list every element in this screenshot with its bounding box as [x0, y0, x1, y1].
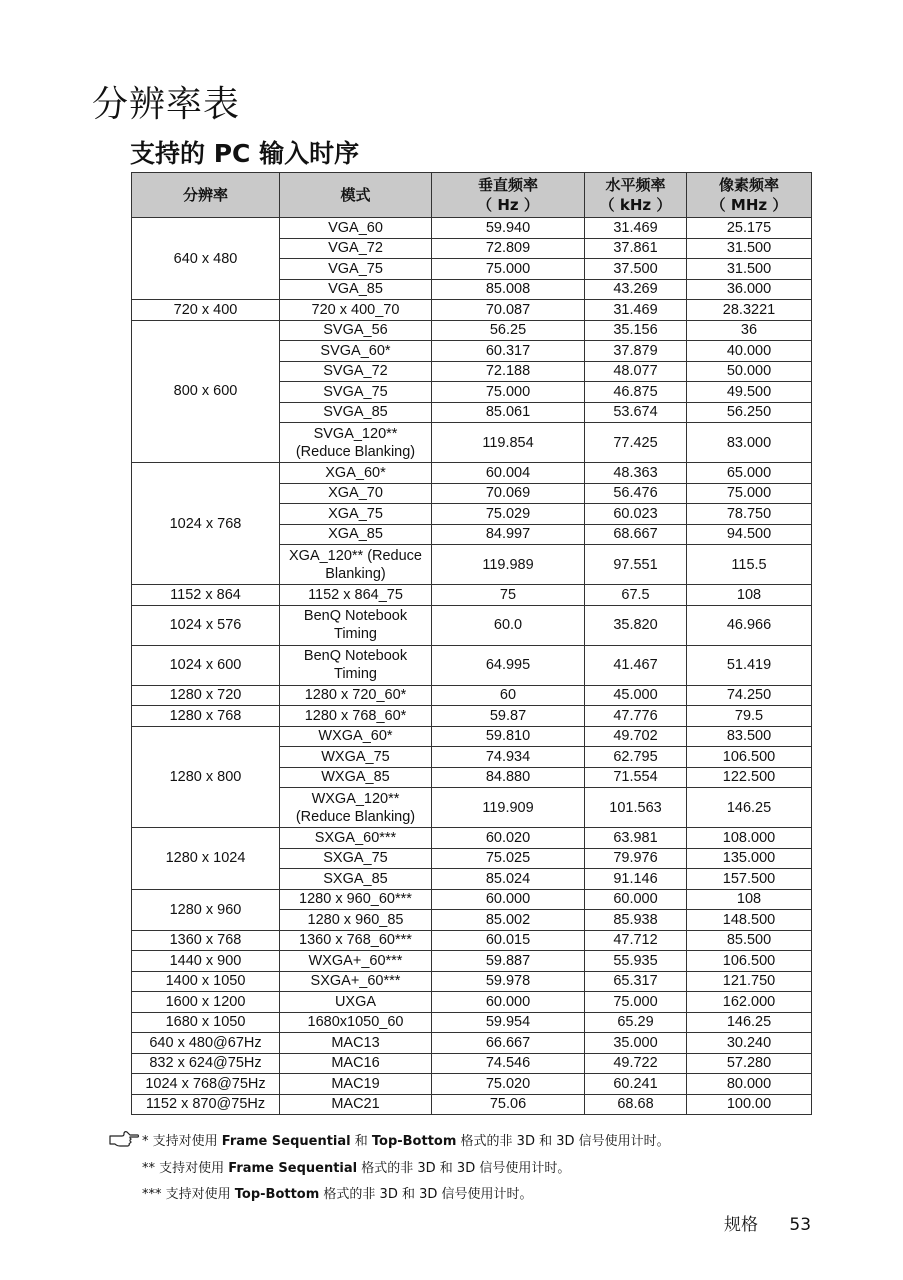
mode-cell: WXGA_60* [280, 726, 432, 747]
table-row [132, 930, 812, 951]
table-row [132, 828, 812, 849]
footnote-double-star: ** 支持对使用 Frame Sequential 格式的非 3D 和 3D 信号使用计时。 [142, 1161, 571, 1176]
mode-cell: WXGA_85 [280, 767, 432, 788]
mode-cell: SVGA_85 [280, 402, 432, 423]
resolution-cell: 640 x 480@67Hz [132, 1033, 280, 1054]
vertical-frequency-cell: 75.06 [432, 1094, 585, 1115]
table-row [132, 320, 812, 341]
mode-cell: 1280 x 960_85 [280, 910, 432, 931]
mode-cell: 1680x1050_60 [280, 1012, 432, 1033]
horizontal-frequency-cell: 31.469 [585, 218, 687, 239]
mode-cell: XGA_85 [280, 524, 432, 545]
table-row [132, 1012, 812, 1033]
table-row [132, 951, 812, 972]
table-row [132, 971, 812, 992]
resolution-cell: 1680 x 1050 [132, 1012, 280, 1033]
vertical-frequency-cell: 75.000 [432, 382, 585, 403]
header-vertical-frequency: 垂直频率 （ Hz ） [432, 173, 585, 218]
mode-cell: VGA_75 [280, 259, 432, 280]
pixel-frequency-cell: 31.500 [687, 238, 812, 259]
horizontal-frequency-cell: 35.820 [585, 605, 687, 645]
vertical-frequency-cell: 74.934 [432, 747, 585, 768]
table-row [132, 300, 812, 321]
vertical-frequency-cell: 72.188 [432, 361, 585, 382]
resolution-cell: 1280 x 960 [132, 889, 280, 930]
pixel-frequency-cell: 51.419 [687, 645, 812, 685]
vertical-frequency-cell: 56.25 [432, 320, 585, 341]
resolution-cell: 1024 x 768@75Hz [132, 1074, 280, 1095]
mode-cell: 1280 x 720_60* [280, 685, 432, 706]
vertical-frequency-cell: 59.940 [432, 218, 585, 239]
horizontal-frequency-cell: 67.5 [585, 585, 687, 606]
mode-cell: MAC13 [280, 1033, 432, 1054]
horizontal-frequency-cell: 55.935 [585, 951, 687, 972]
mode-cell: WXGA_75 [280, 747, 432, 768]
table-body [132, 218, 812, 1115]
pixel-frequency-cell: 106.500 [687, 747, 812, 768]
vertical-frequency-cell: 85.061 [432, 402, 585, 423]
pixel-frequency-cell: 57.280 [687, 1053, 812, 1074]
vertical-frequency-cell: 75.020 [432, 1074, 585, 1095]
pixel-frequency-cell: 146.25 [687, 1012, 812, 1033]
horizontal-frequency-cell: 71.554 [585, 767, 687, 788]
section-subtitle: 支持的 PC 输入时序 [130, 139, 360, 168]
vertical-frequency-cell: 119.854 [432, 423, 585, 463]
vertical-frequency-cell: 119.989 [432, 545, 585, 585]
pixel-frequency-cell: 115.5 [687, 545, 812, 585]
resolution-cell: 1280 x 720 [132, 685, 280, 706]
horizontal-frequency-cell: 65.29 [585, 1012, 687, 1033]
pixel-frequency-cell: 108 [687, 585, 812, 606]
horizontal-frequency-cell: 49.722 [585, 1053, 687, 1074]
mode-cell: VGA_85 [280, 279, 432, 300]
mode-cell: MAC21 [280, 1094, 432, 1115]
table-row [132, 585, 812, 606]
mode-cell: 1280 x 960_60*** [280, 889, 432, 910]
horizontal-frequency-cell: 60.000 [585, 889, 687, 910]
table-row [132, 605, 812, 645]
mode-cell: 720 x 400_70 [280, 300, 432, 321]
horizontal-frequency-cell: 35.000 [585, 1033, 687, 1054]
horizontal-frequency-cell: 56.476 [585, 483, 687, 504]
mode-cell: SVGA_120** (Reduce Blanking) [280, 423, 432, 463]
page-number: 53 [789, 1215, 812, 1235]
horizontal-frequency-cell: 45.000 [585, 685, 687, 706]
resolution-cell: 1600 x 1200 [132, 992, 280, 1013]
horizontal-frequency-cell: 62.795 [585, 747, 687, 768]
mode-cell: SVGA_72 [280, 361, 432, 382]
pixel-frequency-cell: 49.500 [687, 382, 812, 403]
horizontal-frequency-cell: 77.425 [585, 423, 687, 463]
horizontal-frequency-cell: 46.875 [585, 382, 687, 403]
page-title: 分辨率表 [92, 84, 241, 125]
resolution-cell: 1280 x 1024 [132, 828, 280, 890]
horizontal-frequency-cell: 68.68 [585, 1094, 687, 1115]
vertical-frequency-cell: 60.0 [432, 605, 585, 645]
vertical-frequency-cell: 59.954 [432, 1012, 585, 1033]
pointing-hand-icon [108, 1130, 140, 1148]
resolution-cell: 720 x 400 [132, 300, 280, 321]
page-footer [724, 1210, 811, 1235]
horizontal-frequency-cell: 43.269 [585, 279, 687, 300]
pixel-frequency-cell: 75.000 [687, 483, 812, 504]
vertical-frequency-cell: 75.025 [432, 848, 585, 869]
mode-cell: SXGA+_60*** [280, 971, 432, 992]
vertical-frequency-cell: 84.997 [432, 524, 585, 545]
horizontal-frequency-cell: 53.674 [585, 402, 687, 423]
header-resolution: 分辨率 [132, 173, 280, 218]
pixel-frequency-cell: 100.00 [687, 1094, 812, 1115]
vertical-frequency-cell: 85.008 [432, 279, 585, 300]
horizontal-frequency-cell: 63.981 [585, 828, 687, 849]
horizontal-frequency-cell: 41.467 [585, 645, 687, 685]
vertical-frequency-cell: 60 [432, 685, 585, 706]
pixel-frequency-cell: 121.750 [687, 971, 812, 992]
pixel-frequency-cell: 36 [687, 320, 812, 341]
pixel-frequency-cell: 28.3221 [687, 300, 812, 321]
mode-cell: SXGA_85 [280, 869, 432, 890]
resolution-cell: 1400 x 1050 [132, 971, 280, 992]
horizontal-frequency-cell: 68.667 [585, 524, 687, 545]
pixel-frequency-cell: 80.000 [687, 1074, 812, 1095]
resolution-cell: 1440 x 900 [132, 951, 280, 972]
pixel-frequency-cell: 31.500 [687, 259, 812, 280]
pixel-frequency-cell: 56.250 [687, 402, 812, 423]
vertical-frequency-cell: 75.000 [432, 259, 585, 280]
horizontal-frequency-cell: 91.146 [585, 869, 687, 890]
header-mode: 模式 [280, 173, 432, 218]
pixel-frequency-cell: 148.500 [687, 910, 812, 931]
vertical-frequency-cell: 72.809 [432, 238, 585, 259]
mode-cell: SVGA_60* [280, 341, 432, 362]
mode-cell: 1360 x 768_60*** [280, 930, 432, 951]
pixel-frequency-cell: 65.000 [687, 463, 812, 484]
horizontal-frequency-cell: 60.241 [585, 1074, 687, 1095]
resolution-cell: 1152 x 864 [132, 585, 280, 606]
mode-cell: BenQ Notebook Timing [280, 645, 432, 685]
pixel-frequency-cell: 108.000 [687, 828, 812, 849]
pixel-frequency-cell: 157.500 [687, 869, 812, 890]
header-pixel-frequency: 像素频率 （ MHz ） [687, 173, 812, 218]
vertical-frequency-cell: 60.000 [432, 992, 585, 1013]
horizontal-frequency-cell: 79.976 [585, 848, 687, 869]
mode-cell: WXGA_120** (Reduce Blanking) [280, 788, 432, 828]
mode-cell: UXGA [280, 992, 432, 1013]
resolution-cell: 1280 x 768 [132, 706, 280, 727]
pixel-frequency-cell: 108 [687, 889, 812, 910]
resolution-cell: 1152 x 870@75Hz [132, 1094, 280, 1115]
resolution-cell: 832 x 624@75Hz [132, 1053, 280, 1074]
mode-cell: MAC19 [280, 1074, 432, 1095]
vertical-frequency-cell: 119.909 [432, 788, 585, 828]
pixel-frequency-cell: 79.5 [687, 706, 812, 727]
pixel-frequency-cell: 36.000 [687, 279, 812, 300]
horizontal-frequency-cell: 49.702 [585, 726, 687, 747]
table-row [132, 1074, 812, 1095]
horizontal-frequency-cell: 97.551 [585, 545, 687, 585]
pixel-frequency-cell: 50.000 [687, 361, 812, 382]
vertical-frequency-cell: 60.020 [432, 828, 585, 849]
mode-cell: VGA_72 [280, 238, 432, 259]
pixel-frequency-cell: 74.250 [687, 685, 812, 706]
vertical-frequency-cell: 59.978 [432, 971, 585, 992]
vertical-frequency-cell: 64.995 [432, 645, 585, 685]
horizontal-frequency-cell: 48.077 [585, 361, 687, 382]
mode-cell: SXGA_75 [280, 848, 432, 869]
mode-cell: XGA_60* [280, 463, 432, 484]
horizontal-frequency-cell: 48.363 [585, 463, 687, 484]
footer-section: 规格 [724, 1215, 758, 1235]
mode-cell: SVGA_56 [280, 320, 432, 341]
table-row [132, 706, 812, 727]
resolution-cell: 1024 x 576 [132, 605, 280, 645]
table-row [132, 1033, 812, 1054]
horizontal-frequency-cell: 37.879 [585, 341, 687, 362]
pixel-frequency-cell: 25.175 [687, 218, 812, 239]
vertical-frequency-cell: 66.667 [432, 1033, 585, 1054]
horizontal-frequency-cell: 47.712 [585, 930, 687, 951]
table-row [132, 726, 812, 747]
vertical-frequency-cell: 70.087 [432, 300, 585, 321]
pixel-frequency-cell: 94.500 [687, 524, 812, 545]
pixel-frequency-cell: 30.240 [687, 1033, 812, 1054]
table-row [132, 992, 812, 1013]
resolution-cell: 1280 x 800 [132, 726, 280, 828]
footnote-single-star: * 支持对使用 Frame Sequential 和 Top-Bottom 格式的非 3D 和 3D 信号使用计时。 [142, 1134, 670, 1149]
resolution-cell: 640 x 480 [132, 218, 280, 300]
horizontal-frequency-cell: 75.000 [585, 992, 687, 1013]
horizontal-frequency-cell: 35.156 [585, 320, 687, 341]
table-row [132, 889, 812, 910]
table-row [132, 685, 812, 706]
resolution-cell: 1024 x 768 [132, 463, 280, 585]
pixel-frequency-cell: 83.000 [687, 423, 812, 463]
vertical-frequency-cell: 74.546 [432, 1053, 585, 1074]
mode-cell: XGA_75 [280, 504, 432, 525]
mode-cell: VGA_60 [280, 218, 432, 239]
vertical-frequency-cell: 85.002 [432, 910, 585, 931]
vertical-frequency-cell: 75.029 [432, 504, 585, 525]
pixel-frequency-cell: 162.000 [687, 992, 812, 1013]
footnote-triple-star: *** 支持对使用 Top-Bottom 格式的非 3D 和 3D 信号使用计时。 [142, 1187, 533, 1202]
vertical-frequency-cell: 75 [432, 585, 585, 606]
pixel-frequency-cell: 135.000 [687, 848, 812, 869]
vertical-frequency-cell: 60.004 [432, 463, 585, 484]
mode-cell: 1280 x 768_60* [280, 706, 432, 727]
horizontal-frequency-cell: 37.861 [585, 238, 687, 259]
vertical-frequency-cell: 84.880 [432, 767, 585, 788]
table-row [132, 645, 812, 685]
pc-timing-table [131, 172, 812, 1115]
header-horizontal-frequency: 水平频率 （ kHz ） [585, 173, 687, 218]
mode-cell: 1152 x 864_75 [280, 585, 432, 606]
pixel-frequency-cell: 146.25 [687, 788, 812, 828]
resolution-cell: 800 x 600 [132, 320, 280, 463]
pixel-frequency-cell: 78.750 [687, 504, 812, 525]
pixel-frequency-cell: 40.000 [687, 341, 812, 362]
vertical-frequency-cell: 70.069 [432, 483, 585, 504]
horizontal-frequency-cell: 47.776 [585, 706, 687, 727]
mode-cell: XGA_70 [280, 483, 432, 504]
vertical-frequency-cell: 85.024 [432, 869, 585, 890]
table-header-row [132, 173, 812, 218]
mode-cell: XGA_120** (Reduce Blanking) [280, 545, 432, 585]
horizontal-frequency-cell: 37.500 [585, 259, 687, 280]
vertical-frequency-cell: 60.015 [432, 930, 585, 951]
pixel-frequency-cell: 46.966 [687, 605, 812, 645]
vertical-frequency-cell: 59.887 [432, 951, 585, 972]
table-row [132, 218, 812, 239]
resolution-cell: 1360 x 768 [132, 930, 280, 951]
table-row [132, 1053, 812, 1074]
horizontal-frequency-cell: 60.023 [585, 504, 687, 525]
pixel-frequency-cell: 85.500 [687, 930, 812, 951]
horizontal-frequency-cell: 31.469 [585, 300, 687, 321]
mode-cell: SVGA_75 [280, 382, 432, 403]
pixel-frequency-cell: 106.500 [687, 951, 812, 972]
vertical-frequency-cell: 60.000 [432, 889, 585, 910]
mode-cell: MAC16 [280, 1053, 432, 1074]
vertical-frequency-cell: 59.810 [432, 726, 585, 747]
horizontal-frequency-cell: 65.317 [585, 971, 687, 992]
table-row [132, 463, 812, 484]
mode-cell: BenQ Notebook Timing [280, 605, 432, 645]
pixel-frequency-cell: 83.500 [687, 726, 812, 747]
vertical-frequency-cell: 60.317 [432, 341, 585, 362]
mode-cell: WXGA+_60*** [280, 951, 432, 972]
resolution-cell: 1024 x 600 [132, 645, 280, 685]
horizontal-frequency-cell: 101.563 [585, 788, 687, 828]
pixel-frequency-cell: 122.500 [687, 767, 812, 788]
mode-cell: SXGA_60*** [280, 828, 432, 849]
vertical-frequency-cell: 59.87 [432, 706, 585, 727]
table-row [132, 1094, 812, 1115]
horizontal-frequency-cell: 85.938 [585, 910, 687, 931]
